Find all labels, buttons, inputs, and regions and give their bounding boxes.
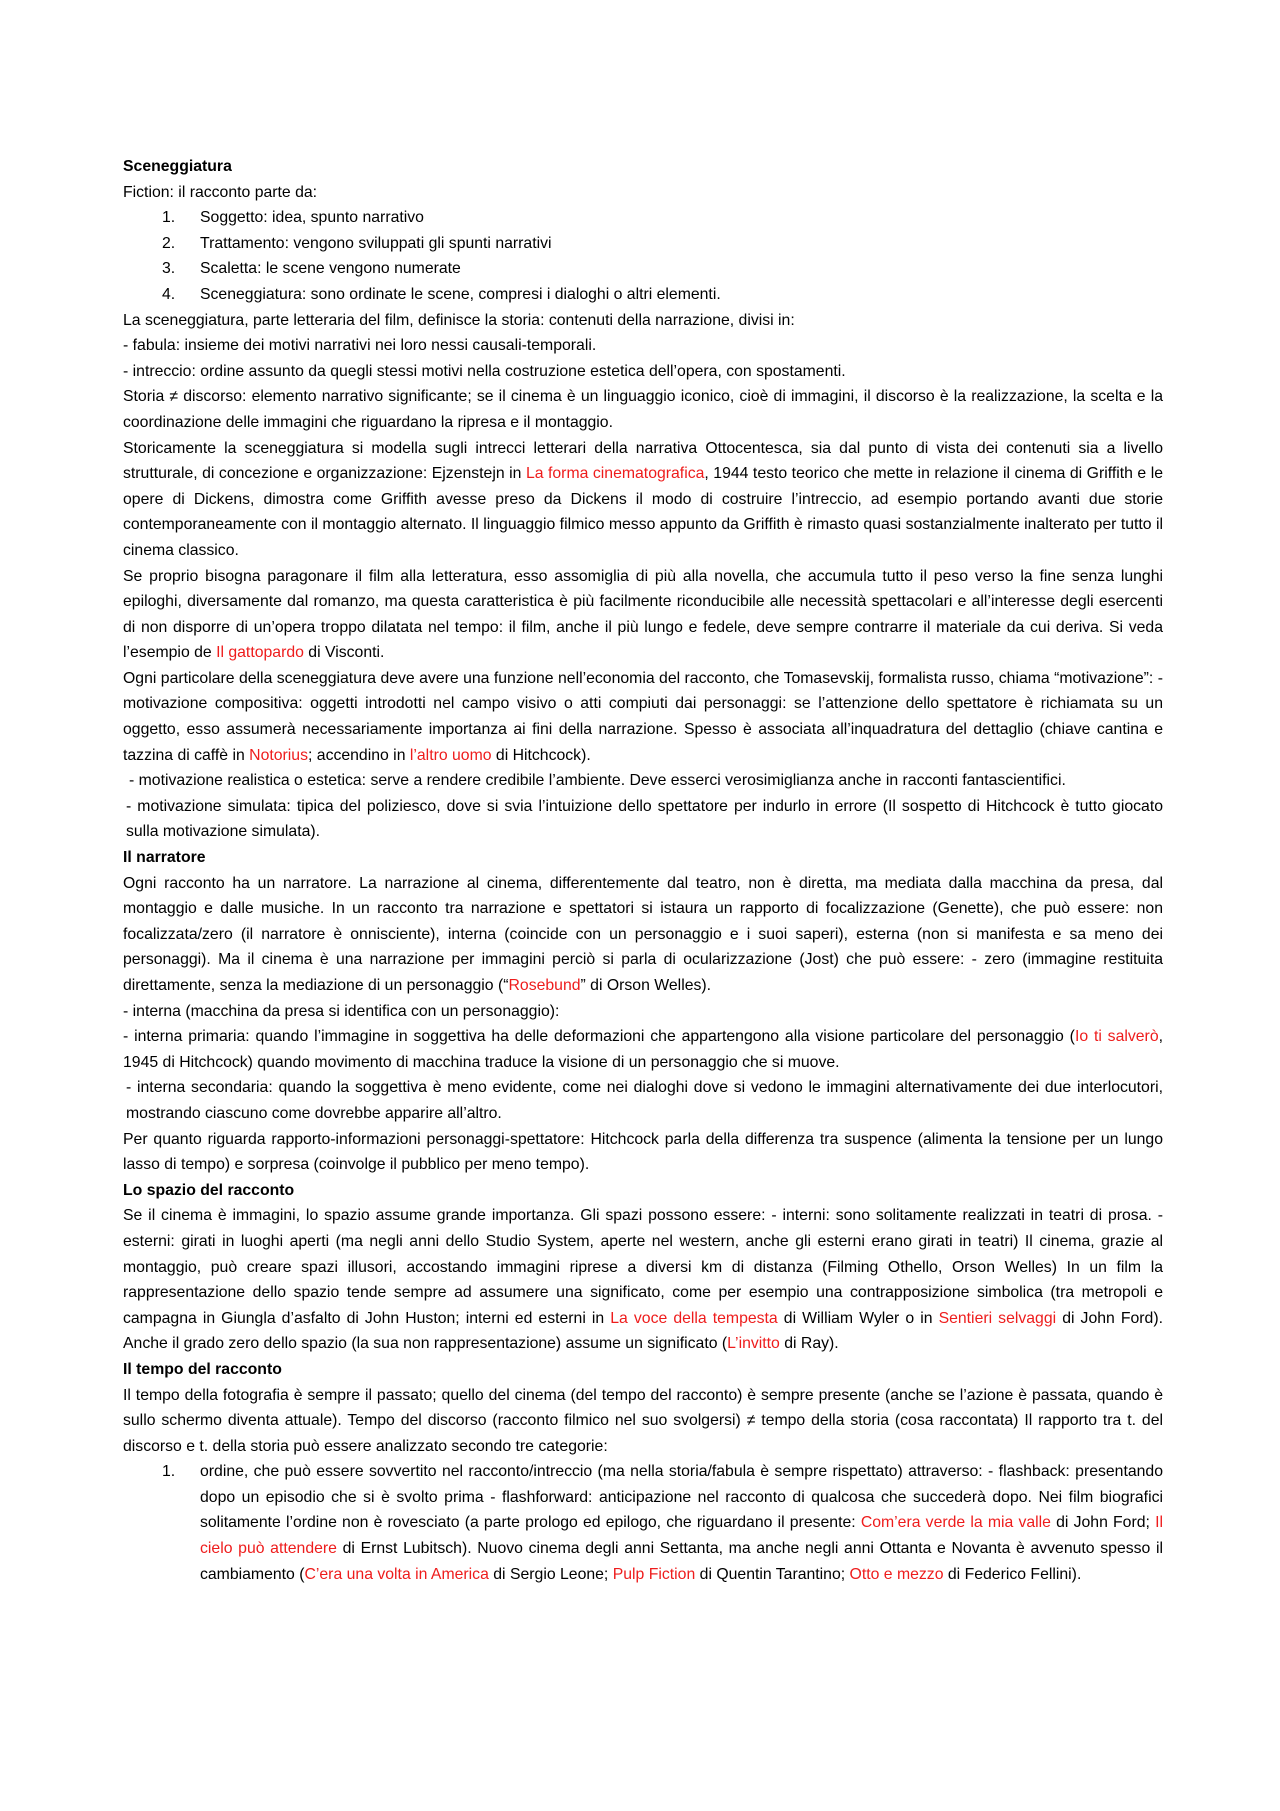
work-title: Io ti salverò [1074,1028,1159,1046]
text-run: , 1944 testo teorico che mette in relazione il cinema di Griffith e le opere di Dickens, dimostra come Griffith avesse preso da Dickens il modo di costruire l’intreccio, ad esempio portando avanti due storie contemporaneamente con il montaggio alternato. Il linguaggio filmico messo appunto da Griffith è rimasto quasi sostanzialmente inalterato per tutto il cinema classico. [123,465,1163,559]
list-number: 1. [162,209,176,227]
text-run: ; accendino in [308,746,410,764]
text-run: ” di Orson Welles). [580,977,712,994]
numbered-list [123,205,1163,307]
work-title: Rosebund [508,977,581,994]
paragraph: Storia ≠ discorso: elemento narrativo significante; se il cinema è un linguaggio iconico, cioè di immagini, il discorso è la realizzazione, la scelta e la coordinazione delle immagini che riguardano la ripresa e il montaggio. [123,388,1163,431]
paragraph: - intreccio: ordine assunto da quegli stessi motivi nella costruzione estetica dell’opera, con spostamenti. [123,362,846,380]
text-run: di Ernst Lubitsch). Nuovo cinema degli anni Settanta, ma anche negli anni Ottanta e Novanta è avvenuto spesso il cambiamento ( [200,1540,1163,1583]
work-title: Il gattopardo [216,644,304,662]
list-number: 4. [162,285,176,303]
text-run: , 1945 di Hitchcock) quando movimento di macchina traduce la visione di un personaggio che si muove. [123,1028,1163,1071]
text-run: di William Wyler o in [777,1309,939,1327]
list-number: 1. [162,1463,176,1481]
work-title: L’invitto [727,1335,780,1353]
paragraph: - interna (macchina da presa si identifica con un personaggio): [123,1002,560,1020]
paragraph [123,564,1163,666]
text-run: di Sergio Leone; [488,1565,613,1583]
list-number: 2. [162,234,176,252]
text-run: Se il cinema è immagini, lo spazio assume grande importanza. Gli spazi possono essere: - interni: sono solitamente realizzati in teatri di prosa. - esterni: girati in luoghi aperti (ma negli anni dello Studio System, aperte nel western, anche gli esterni erano girati in teatri) Il cinema, grazie al montaggio, può creare spazi illusori, accostando immagini riprese a diversi km di distanza (Filming Othello, Orson Welles) In un film la rappresentazione dello spazio tende sempre ad assumere una significato, come per esempio una contrapposizione simbolica (tra metropoli e campagna in Giungla d’asfalto di John Huston; interni ed esterni in [123,1207,1163,1327]
text-run: Se proprio bisogna paragonare il film alla letteratura, esso assomiglia di più alla novella, che accumula tutto il peso verso la fine senza lunghi epiloghi, diversamente dal romanzo, ma questa caratteristica è più facilmente riconducibile alle necessità spettacolari e all’interesse degli esercenti di non disporre di un’opera troppo dilatata nel tempo: il film, anche il più lungo e fedele, deve sempre contrarre il materiale da cui deriva. Si veda l’esempio de [123,567,1163,662]
paragraph: - fabula: insieme dei motivi narrativi nei loro nessi causali-temporali. [123,337,597,355]
list-item-text: Sceneggiatura: sono ordinate le scene, compresi i dialoghi o altri elementi. [200,285,721,303]
paragraph [123,871,1163,999]
work-title: La voce della tempesta [610,1309,778,1327]
list-item [123,282,1163,308]
list-item-text: Soggetto: idea, spunto narrativo [200,209,424,227]
text-run: Ogni particolare della sceneggiatura deve avere una funzione nell’economia del racconto, che Tomasevskij, formalista russo, chiama “motivazione”: - motivazione compositiva: oggetti introdotti nel campo visivo o atti compiuti dai personaggi: se l’attenzione dello spettatore è richiamata su un oggetto, esso assumerà necessariamente importanza ai fini della narrazione. Spesso è associata all’inquadratura del dettaglio (chiave cantina e tazzina di caffè in [123,669,1163,764]
text-run: di Federico Fellini). [943,1565,1082,1583]
text-run: di Visconti. [303,644,385,662]
list-item [123,1459,1163,1587]
paragraph: Fiction: il racconto parte da: [123,183,318,201]
text-run: di Quentin Tarantino; [695,1565,850,1583]
text-run: di John Ford). Anche il grado zero dello spazio (la sua non rappresentazione) assume un significato ( [123,1309,1163,1353]
paragraph: La sceneggiatura, parte letteraria del film, definisce la storia: contenuti della narrazione, divisi in: [123,311,795,329]
work-title: La forma cinematografica [525,465,705,483]
paragraph: Per quanto riguarda rapporto-informazioni personaggi-spettatore: Hitchcock parla della differenza tra suspence (alimenta la tensione per un lungo lasso di tempo) e sorpresa (coinvolge il pubblico per meno tempo). [123,1130,1163,1174]
section-heading-tempo: Il tempo del racconto [123,1360,282,1378]
work-title: Pulp Fiction [612,1565,696,1583]
list-item-text: Trattamento: vengono sviluppati gli spunti narrativi [200,234,552,252]
work-title: Il cielo può attendere [200,1514,1163,1558]
work-title: Notorius [249,746,308,764]
section-heading-spazio: Lo spazio del racconto [123,1181,295,1199]
text-run: - interna primaria: quando l’immagine in soggettiva ha delle deformazioni che appartengono alla visione particolare del personaggio ( [123,1028,1075,1046]
work-title: Com’era verde la mia valle [860,1514,1051,1532]
text-run: Storicamente la sceneggiatura si modella sugli intrecci letterari della narrativa Ottocentesca, sia dal punto di vista dei contenuti sia a livello strutturale, di concezione e organizzazione: Ejzenstejn in [123,439,1163,483]
paragraph: - motivazione simulata: tipica del poliziesco, dove si svia l’intuizione dello spettatore per indurlo in errore (Il sospetto di Hitchcock è tutto giocato sulla motivazione simulata). [126,797,1163,841]
section-heading-sceneggiatura: Sceneggiatura [123,158,232,175]
section-heading-narratore: Il narratore [123,849,206,867]
list-number: 3. [162,260,176,278]
work-title: Otto e mezzo [849,1565,944,1583]
work-title: l’altro uomo [409,746,492,764]
list-item [123,205,1163,231]
paragraph: Il tempo della fotografia è sempre il passato; quello del cinema (del tempo del racconto) è sempre presente (anche se l’azione è passata, quando è sullo schermo diventa attuale). Tempo del discorso (racconto filmico nel suo svolgersi) ≠ tempo della storia (cosa raccontata) Il rapporto tra t. del discorso e t. della storia può essere analizzato secondo tre categorie: [123,1386,1163,1455]
paragraph [123,666,1163,768]
paragraph [123,1203,1163,1357]
text-run: di John Ford; [1050,1514,1156,1532]
paragraph [123,1024,1163,1075]
list-item-text: Scaletta: le scene vengono numerate [200,260,461,278]
list-item [123,231,1163,257]
work-title: Sentieri selvaggi [938,1309,1057,1327]
paragraph: - interna secondaria: quando la soggettiva è meno evidente, come nei dialoghi dove si vedono le immagini alternativamente dei due interlocutori, mostrando ciascuno come dovrebbe apparire all’altro. [126,1079,1163,1122]
document-page [123,154,1163,1587]
list-item [123,256,1163,282]
numbered-list [123,1459,1163,1587]
paragraph [123,436,1163,564]
text-run: ordine, che può essere sovvertito nel racconto/intreccio (ma nella storia/fabula è sempre rispettato) attraverso: - flashback: presentando dopo un episodio che si è svolto prima - flashforward: anticipazione nel racconto di qualcosa che succederà dopo. Nei film biografici solitamente l’ordine non è rovesciato (a parte prologo ed epilogo, che riguardano il presente: [200,1463,1163,1532]
work-title: C’era una volta in America [304,1565,489,1583]
paragraph: - motivazione realistica o estetica: serve a rendere credibile l’ambiente. Deve esserci verosimiglianza anche in racconti fantascientifici. [129,772,1066,790]
text-run: Ogni racconto ha un narratore. La narrazione al cinema, differentemente dal teatro, non è diretta, ma mediata dalla macchina da presa, dal montaggio e dalle musiche. In un racconto tra narrazione e spettatori si istaura un rapporto di focalizzazione (Genette), che può essere: non focalizzata/zero (il narratore è onnisciente), interna (coincide con un personaggio e i suoi saperi), esterna (non si manifesta e sa meno dei personaggi). Ma il cinema è una narrazione per immagini perciò si parla di ocularizzazione (Jost) che può essere: - zero (immagine restituita direttamente, senza la mediazione di un personaggio (“ [123,874,1163,994]
text-run: di Hitchcock). [491,746,591,764]
text-run: di Ray). [779,1335,839,1353]
